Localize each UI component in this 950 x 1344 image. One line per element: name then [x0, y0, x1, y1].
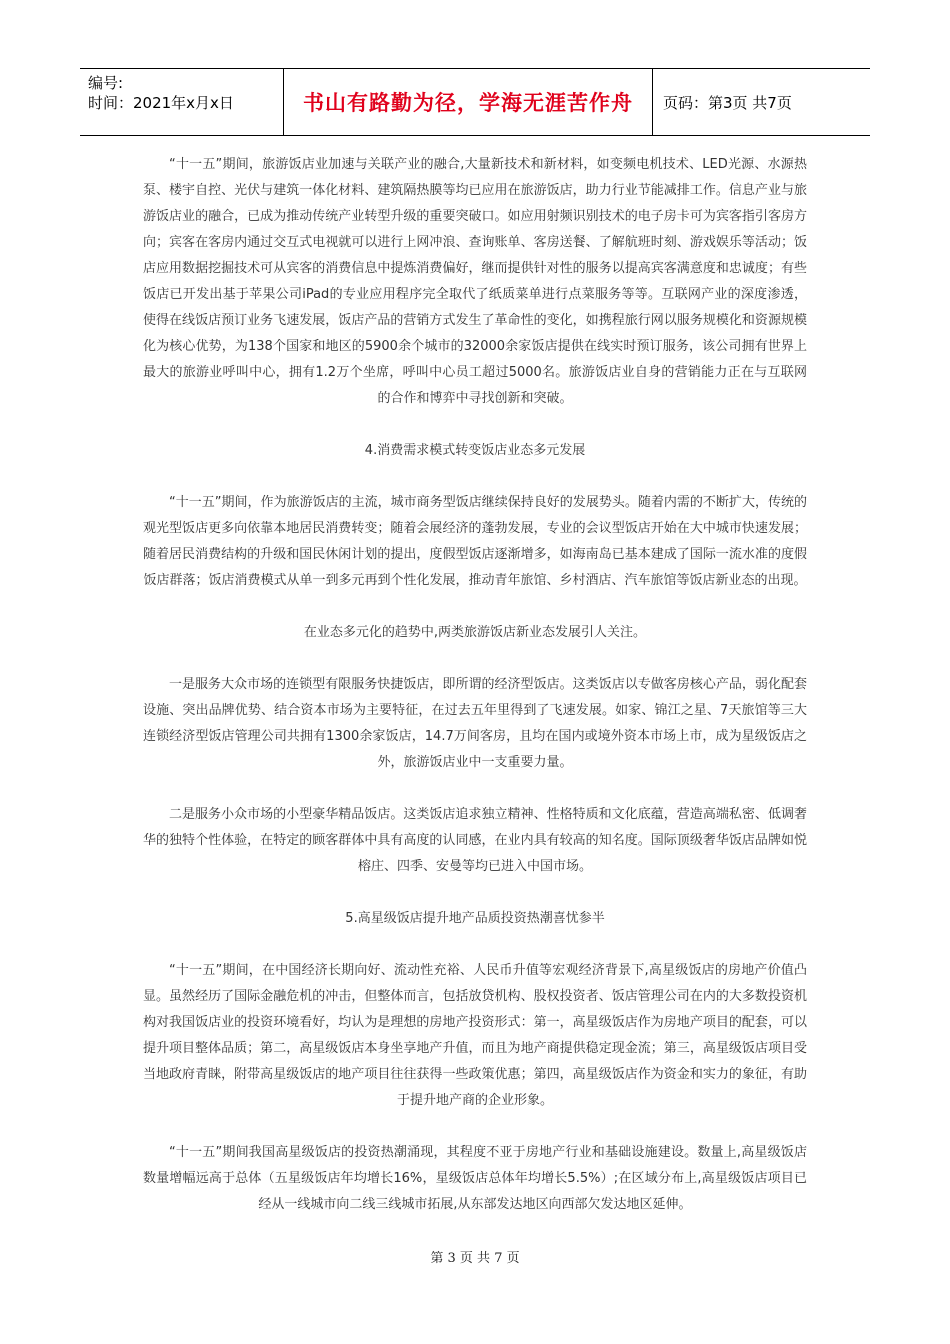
header-page-info-cell [653, 69, 870, 135]
document-number-label: 编号: [88, 74, 124, 92]
header-page-info: 页码：第3页 共7页 [663, 93, 792, 112]
paragraph-budget-hotels: 一是服务大众市场的连锁型有限服务快捷饭店，即所谓的经济型饭店。这类饭店以专做客房核心产品，弱化配套设施、突出品牌优势、结合资本市场为主要特征，在过去五年里得到了飞速发展。如家、锦江之星、7天旅馆等三大连锁经济型饭店管理公司共拥有1300余家饭店，14.7万间客房，且均在国内或境外资本市场上市，成为星级饭店之外，旅游饭店业中一支重要力量。 [143, 677, 807, 770]
paragraph-industry-integration: “十一五”期间，旅游饭店业加速与关联产业的融合,大量新技术和新材料，如变频电机技术、LED光源、水源热泵、楼宇自控、光伏与建筑一体化材料、建筑隔热膜等均已应用在旅游饭店，助力行业节能减排工作。信息产业与旅游饭店业的融合，已成为推动传统产业转型升级的重要突破口。如应用射频识别技术的电子房卡可为宾客指引客房方向；宾客在客房内通过交互式电视就可以进行上网冲浪、查询账单、客房送餐、了解航班时刻、游戏娱乐等活动；饭店应用数据挖掘技术可从宾客的消费信息中提炼消费偏好，继而提供针对性的服务以提高宾客满意度和忠诚度；有些饭店已开发出基于苹果公司iPad的专业应用程序完全取代了纸质菜单进行点菜服务等等。互联网产业的深度渗透，使得在线饭店预订业务飞速发展，饭店产品的营销方式发生了革命性的变化，如携程旅行网以服务规模化和资源规模化为核心优势，为138个国家和地区的5900余个城市的32000余家饭店提供在线实时预订服务，该公司拥有世界上最大的旅游业呼叫中心，拥有1.2万个坐席，呼叫中心员工超过5000名。旅游饭店业自身的营销能力正在与互联网的合作和博弈中寻找创新和突破。 [143, 157, 807, 406]
section-heading-5: 5.高星级饭店提升地产品质投资热潮喜忧参半 [345, 911, 605, 926]
section-heading-4: 4.消费需求模式转变饭店业态多元发展 [364, 443, 586, 458]
header-meta [80, 69, 283, 135]
paragraph-investment-boom: “十一五”期间我国高星级饭店的投资热潮涌现，其程度不亚于房地产行业和基础设施建设。数量上,高星级饭店数量增幅远高于总体（五星级饭店年均增长16%，星级饭店总体年均增长5.5%）;在区域分布上,高星级饭店项目已经从一线城市向二线三线城市拓展,从东部发达地区向西部欠发达地区延伸。 [143, 1145, 807, 1212]
paragraph-boutique-hotels: 二是服务小众市场的小型豪华精品饭店。这类饭店追求独立精神、性格特质和文化底蕴，营造高端私密、低调奢华的独特个性体验，在特定的顾客群体中具有高度的认同感，在业内具有较高的知名度。国际顶级奢华饭店品牌如悦榕庄、四季、安曼等均已进入中国市场。 [143, 807, 807, 874]
page-header [80, 68, 870, 136]
document-time-label: 时间：2021年x月x日 [88, 94, 234, 112]
paragraph-consumption-mode: “十一五”期间，作为旅游饭店的主流，城市商务型饭店继续保持良好的发展势头。随着内需的不断扩大，传统的观光型饭店更多向依靠本地居民消费转变；随着会展经济的蓬勃发展，专业的会议型饭店开始在大中城市快速发展；随着居民消费结构的升级和国民休闲计划的提出，度假型饭店逐渐增多，如海南岛已基本建成了国际一流水准的度假饭店群落；饭店消费模式从单一到多元再到个性化发展，推动青年旅馆、乡村酒店、汽车旅馆等饭店新业态的出现。 [143, 495, 807, 588]
document-body [143, 152, 807, 1244]
paragraph-two-new-formats: 在业态多元化的趋势中,两类旅游饭店新业态发展引人关注。 [303, 625, 647, 640]
header-motto-cell [283, 69, 653, 135]
header-motto: 书山有路勤为径，学海无涯苦作舟 [303, 91, 633, 115]
paragraph-real-estate-value: “十一五”期间，在中国经济长期向好、流动性充裕、人民币升值等宏观经济背景下,高星级饭店的房地产价值凸显。虽然经历了国际金融危机的冲击，但整体而言，包括放贷机构、股权投资者、饭店管理公司在内的大多数投资机构对我国饭店业的投资环境看好，均认为是理想的房地产投资形式：第一，高星级饭店作为房地产项目的配套，可以提升项目整体品质；第二，高星级饭店本身坐享地产升值，而且为地产商提供稳定现金流；第三，高星级饭店项目受当地政府青睐，附带高星级饭店的地产项目往往获得一些政策优惠；第四，高星级饭店作为资金和实力的象征，有助于提升地产商的企业形象。 [143, 963, 807, 1108]
page-footer: 第 3 页 共 7 页 [430, 1251, 520, 1266]
